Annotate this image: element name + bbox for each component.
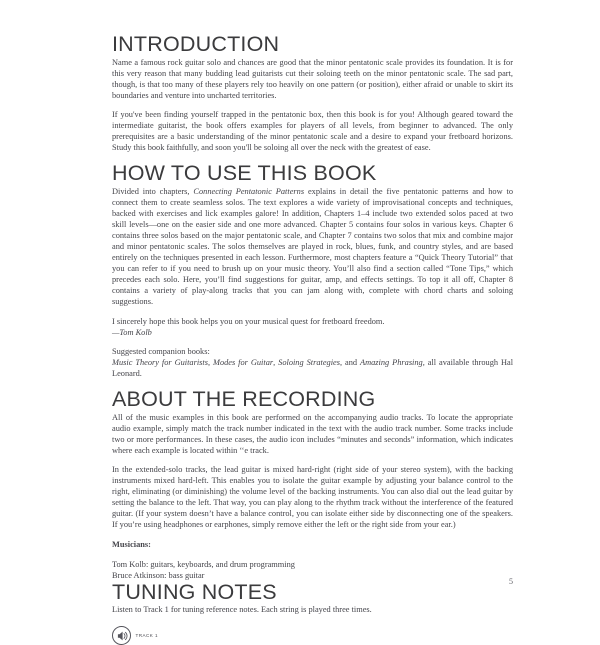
audio-speaker-icon	[112, 626, 131, 645]
author-signature: —Tom Kolb	[112, 327, 152, 337]
companion-book-title-3: Soloing Strategies	[278, 358, 340, 368]
book-title-connecting-pentatonic-patterns: Connecting Pentatonic Patterns	[193, 186, 305, 196]
page-content	[112, 33, 513, 645]
companion-book-title-2: Modes for Guitar	[213, 358, 274, 368]
companion-sep-1: ,	[207, 358, 213, 368]
how-to-use-text-before-title: Divided into chapters,	[112, 186, 194, 196]
about-recording-paragraph-2: In the extended-solo tracks, the lead guitar is mixed hard-right (right side of your stereo system), with the backing instruments mixed hard-left. This enables you to isolate the guitar example by adjusting your balance control to the right, eliminating (or diminishing) the volume level of the backing instruments. You can also dial out the lead guitar by setting the balance to the left. That way, you can play along to the rhythm track without the interference of the featured guitar. (If your system doesn’t have a balance control, you can isolate either side by disconnecting one of the speakers. If you’re using headphones or earphones, simply remove either the left or the right side from your ear.)	[112, 465, 513, 530]
page-title-introduction: INTRODUCTION	[112, 32, 280, 56]
section-heading-tuning-notes: TUNING NOTES	[112, 579, 277, 604]
track-badge	[112, 626, 513, 645]
suggested-companion-books-list	[112, 357, 513, 379]
how-to-use-text-after-title: explains in detail the five pentatonic patterns and how to connect them to create seamless solos. The text explores a wide variety of improvisational concepts and techniques, backed with exercises and lick examples galore! In addition, Chapters 1–4 include two extended solos paced at two skill levels—one on the easier side and one more advanced. Chapter 5 contains four solos in various keys. Chapter 6 contains three solos based on the major pentatonic scale, and Chapter 7 contains two solos that mix and combine major and minor pentatonic scales. The solos themselves are played in rock, blues, funk, and country styles, and are based entirely on the techniques presented in each lesson. Furthermore, most chapters feature a “Quick Theory Tutorial” that you can refer to if you need to brush up on your music theory. You’ll also find a section called “Tone Tips,” which precedes each solo. Here, you’ll find suggestions for guitar, amp, and effects settings. To top it all off, Chapter 8 contains a variety of play-along tracks that you can jam along with, complete with chord charts and soloing suggestions.	[112, 186, 513, 307]
musician-credit-1: Tom Kolb: guitars, keyboards, and drum programming	[112, 559, 295, 569]
tuning-notes-paragraph-1: Listen to Track 1 for tuning reference notes. Each string is played three times.	[112, 605, 372, 615]
companion-book-title-4: Amazing Phrasing	[359, 358, 423, 368]
section-heading-how-to-use-this-book: HOW TO USE THIS BOOK	[112, 161, 377, 186]
track-badge-label: TRACK 1	[135, 633, 159, 639]
about-recording-paragraph-1: All of the music examples in this book are performed on the accompanying audio tracks. To locate the appropriate audio example, simply match the track number indicated in the text with the audio track number. Some tracks include two or more performances. In these cases, the audio icon includes “minutes and seconds” information, which indicates where each example is located within ‘‘e track.	[112, 412, 513, 455]
how-to-use-paragraph-1	[112, 186, 513, 308]
musicians-label: Musicians:	[112, 540, 151, 550]
companion-sep-3: , and	[339, 358, 360, 368]
page-number: 5	[509, 577, 513, 586]
companion-book-title-1: Music Theory for Guitarists	[112, 358, 208, 368]
section-heading-about-the-recording: ABOUT THE RECORDING	[112, 386, 376, 411]
companion-books-tail: , all available through Hal Leonard.	[112, 358, 514, 379]
author-closing-line: I sincerely hope this book helps you on your musical quest for fretboard freedom.	[112, 316, 385, 326]
introduction-paragraph-2: If you've been finding yourself trapped in the pentatonic box, then this book is for you! Although geared toward the intermediate guitarist, the book offers examples for players of all levels, from beginner to advanced. The only prerequisites are a basic understanding of the minor pentatonic scale and a desire to expand your fretboard horizons. Study this book faithfully, and soon you'll be soloing all over the neck with the greatest of ease.	[112, 110, 513, 153]
introduction-paragraph-1: Name a famous rock guitar solo and chances are good that the minor pentatonic scale provides its foundation. It is for this very reason that many budding lead guitarists cut their soloing teeth on the minor pentatonic scale. The sad part, though, is that too many of these players rely too heavily on one pattern (or position), either afraid or unable to skirt its boundaries and venture into uncharted territories.	[112, 57, 513, 100]
musician-credit-2: Bruce Atkinson: bass guitar	[112, 570, 205, 580]
suggested-companion-books-label: Suggested companion books:	[112, 347, 210, 357]
companion-sep-2: ,	[273, 358, 279, 368]
